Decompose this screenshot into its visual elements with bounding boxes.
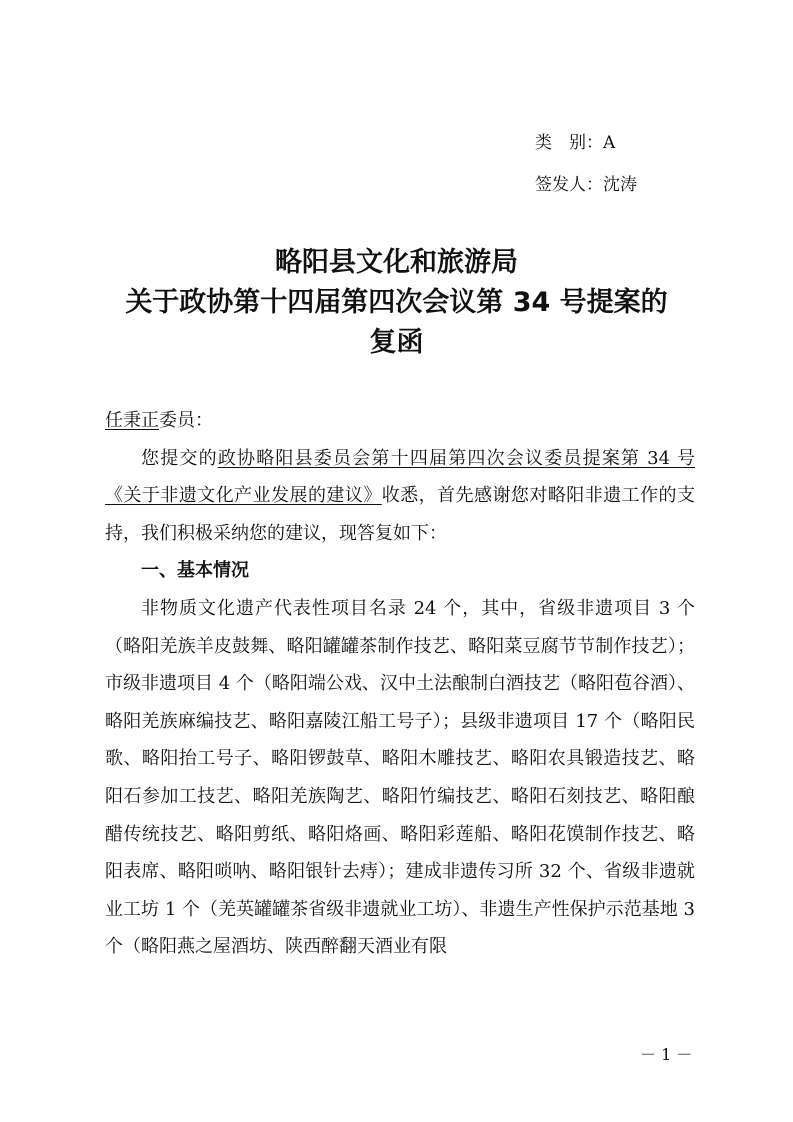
- salutation: [105, 402, 695, 440]
- page-number: － 1 －: [640, 1045, 693, 1064]
- section-heading: 一、基本情况: [141, 560, 249, 582]
- document-title: [60, 243, 733, 363]
- document-signer: 签发人：沈涛: [535, 175, 637, 195]
- title-line-3: 复函: [369, 327, 424, 358]
- proposal-reference: 政协略阳县委员会第十四届第四次会议委员提案第 34 号《关于非遗文化产业发展的建议》: [105, 447, 695, 507]
- title-line-2: 关于政协第十四届第四次会议第 34 号提案的: [125, 287, 668, 318]
- intro-paragraph: [105, 440, 695, 553]
- title-line-1: 略阳县文化和旅游局: [275, 247, 518, 278]
- salutation-suffix: 委员：: [159, 410, 213, 431]
- section-paragraph: 非物质文化遗产代表性项目名录 24 个，其中，省级非遗项目 3 个（略阳羌族羊皮鼓舞、略阳罐罐茶制作技艺、略阳菜豆腐节节制作技艺）；市级非遗项目 4 个（略阳端公戏、汉中土法酿制白酒技艺（略阳苞谷酒）、略阳羌族麻编技艺、略阳嘉陵江船工号子）；县级非遗项目 17 个（略阳民歌、略阳抬工号子、略阳锣鼓草、略阳木雕技艺、略阳农具锻造技艺、略阳石参加工技艺、略阳羌族陶艺、略阳竹编技艺、略阳石刻技艺、略阳酿醋传统技艺、略阳剪纸、略阳烙画、略阳彩莲船、略阳花馍制作技艺、略阳表席、略阳唢呐、略阳银针去痔）；建成非遗传习所 32 个、省级非遗就业工坊 1 个（羌英罐罐茶省级非遗就业工坊）、非遗生产性保护示范基地 3 个（略阳燕之屋酒坊、陕西醉翻天酒业有限: [105, 597, 695, 958]
- intro-prefix: 您提交的: [141, 447, 218, 469]
- letter-body: [105, 402, 695, 966]
- recipient-name: 任秉正: [105, 410, 159, 431]
- intro-suffix: 收悉，首先感谢您对略阳非遗工作的支持，我们积极采纳您的建议，现答复如下：: [105, 485, 696, 544]
- document-category: 类 别：A: [535, 133, 616, 153]
